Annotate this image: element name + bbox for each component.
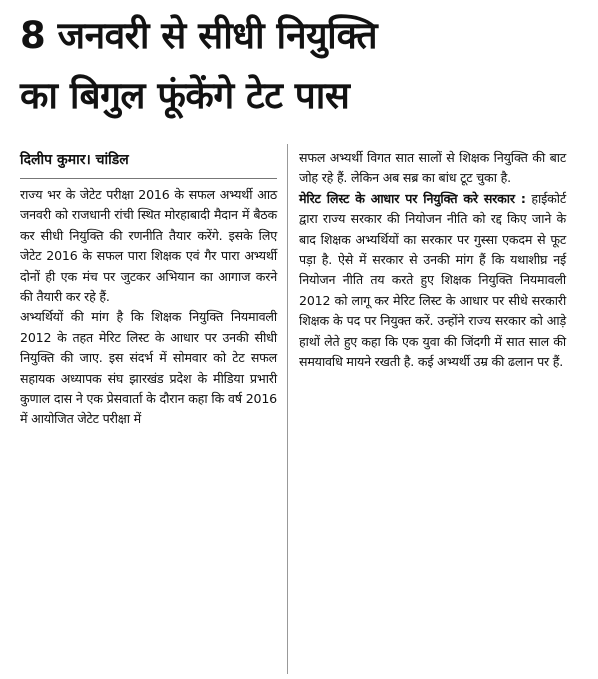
paragraph-body: हाईकोर्ट द्वारा राज्य सरकार की नियोजन नीति को रद्द किए जाने के बाद शिक्षक अभ्यर्थियों का सरकार पर गुस्सा एकदम से फूट पड़ा है. ऐसे में सरकार से उनकी मांग हैं कि यथाशीघ्र नई नियोजन नीति तय करते हुए शिक्षक नियुक्ति नियमावली 2012 को लागू कर मेरिट लिस्ट के आधार पर सीधे सरकारी शिक्षक के पद पर नियुक्त करें. उन्होंने राज्य सरकार को आड़े हाथों लेते हुए कहा कि एक युवा की जिंदगी में सात साल की समयावधि मायने रखती है. कई अभ्यर्थी उम्र की ढलान पर हैं. bbox=[299, 190, 566, 370]
right-column-text bbox=[299, 148, 566, 372]
paragraph: अभ्यर्थियों की मांग है कि शिक्षक नियुक्ति नियमावली 2012 के तहत मेरिट लिस्ट के आधार पर उनकी सीधी नियुक्ति की जाए. इस संदर्भ में सोमवार को टेट सफल सहायक अध्यापक संघ झारखंड प्रदेश के मीडिया प्रभारी कुणाल दास ने एक प्रेसवार्ता के दौरान कहा कि वर्ष 2016 में आयोजित जेटेट परीक्षा में bbox=[20, 309, 277, 427]
headline bbox=[20, 6, 590, 126]
paragraph: राज्य भर के जेटेट परीक्षा 2016 के सफल अभ्यर्थी आठ जनवरी को राजधानी रांची स्थित मोरहाबादी मैदान में बैठक कर सीधी नियुक्ति की रणनीति तैयार करेंगे. इसके लिए जेटेट 2016 के सफल पारा शिक्षक एवं गैर पारा अभ्यर्थी दोनों ही एक मंच पर जुटकर अभियान का आगाज करने की तैयारी कर रहे हैं. bbox=[20, 187, 277, 305]
left-column-text bbox=[20, 185, 277, 430]
headline-line-2: का बिगुल फूंकेंगे टेट पास bbox=[20, 74, 350, 117]
subhead: मेरिट लिस्ट के आधार पर नियुक्ति करे सरकार : bbox=[299, 190, 526, 206]
headline-line-1: 8 जनवरी से सीधी नियुक्ति bbox=[20, 14, 378, 57]
paragraph-with-subhead bbox=[299, 189, 566, 373]
byline-divider bbox=[20, 178, 277, 179]
right-column bbox=[288, 144, 566, 674]
paragraph: सफल अभ्यर्थी विगत सात सालों से शिक्षक नियुक्ति की बाट जोह रहे हैं. लेकिन अब सब्र का बांध टूट चुका है. bbox=[299, 150, 566, 186]
left-column bbox=[20, 144, 288, 674]
article-columns bbox=[20, 144, 580, 674]
byline: दिलीप कुमार। चांडिल bbox=[20, 152, 129, 168]
